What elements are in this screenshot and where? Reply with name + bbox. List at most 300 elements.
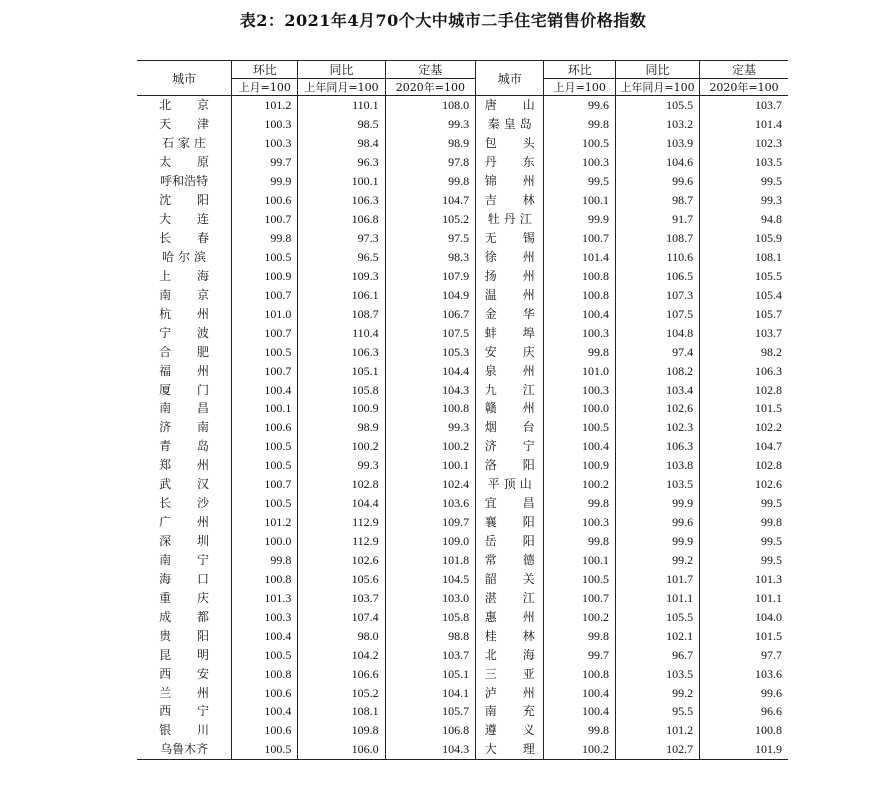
city-label: 天 津 bbox=[159, 117, 210, 132]
yoy-value-right: 106.3 bbox=[615, 437, 699, 456]
fixed-value-right: 102.8 bbox=[700, 380, 788, 399]
yoy-value-left: 96.5 bbox=[298, 248, 385, 267]
yoy-value-left: 106.8 bbox=[298, 210, 385, 229]
city-name-right bbox=[476, 418, 544, 437]
city-name-right bbox=[476, 702, 544, 721]
city-label: 金 华 bbox=[484, 306, 535, 321]
fixed-value-right: 102.3 bbox=[700, 134, 788, 153]
fixed-value-right: 105.7 bbox=[700, 304, 788, 323]
mom-value-left: 100.5 bbox=[232, 740, 298, 759]
city-name-right bbox=[476, 569, 544, 588]
yoy-base-left: 上年同月=100 bbox=[298, 79, 385, 96]
city-header-left: 城市 bbox=[137, 61, 232, 96]
city-name-left bbox=[137, 172, 232, 191]
yoy-value-right: 91.7 bbox=[615, 210, 699, 229]
mom-value-left: 100.3 bbox=[232, 134, 298, 153]
table-row bbox=[137, 475, 788, 494]
table-row bbox=[137, 740, 788, 759]
city-label: 乌鲁木齐 bbox=[160, 742, 209, 757]
city-name-right bbox=[476, 494, 544, 513]
fixed-value-left: 100.1 bbox=[385, 456, 475, 475]
fixed-value-left: 106.7 bbox=[385, 304, 475, 323]
city-label: 广 州 bbox=[159, 515, 210, 530]
table-row bbox=[137, 683, 788, 702]
fixed-value-right: 105.4 bbox=[700, 285, 788, 304]
city-label: 扬 州 bbox=[484, 268, 535, 283]
mom-value-right: 99.8 bbox=[544, 115, 616, 134]
table-row bbox=[137, 229, 788, 248]
yoy-value-left: 99.3 bbox=[298, 456, 385, 475]
table-row bbox=[137, 285, 788, 304]
yoy-value-left: 109.8 bbox=[298, 721, 385, 740]
yoy-value-right: 108.7 bbox=[615, 229, 699, 248]
fixed-value-right: 103.6 bbox=[700, 664, 788, 683]
mom-value-left: 100.3 bbox=[232, 607, 298, 626]
fixed-value-left: 104.3 bbox=[385, 380, 475, 399]
fixed-value-right: 102.2 bbox=[700, 418, 788, 437]
table-row bbox=[137, 248, 788, 267]
mom-value-left: 100.7 bbox=[232, 361, 298, 380]
table-row bbox=[137, 323, 788, 342]
city-label: 长 春 bbox=[159, 231, 210, 246]
mom-value-right: 99.8 bbox=[544, 342, 616, 361]
yoy-value-left: 108.7 bbox=[298, 304, 385, 323]
mom-value-left: 100.5 bbox=[232, 645, 298, 664]
fixed-value-left: 99.8 bbox=[385, 172, 475, 191]
mom-value-left: 100.3 bbox=[232, 115, 298, 134]
fixed-value-right: 103.7 bbox=[700, 323, 788, 342]
city-name-right bbox=[476, 361, 544, 380]
mom-value-left: 100.5 bbox=[232, 494, 298, 513]
city-name-right bbox=[476, 115, 544, 134]
city-name-left bbox=[137, 134, 232, 153]
city-name-left bbox=[137, 721, 232, 740]
fixed-value-left: 101.8 bbox=[385, 551, 475, 570]
mom-value-right: 99.5 bbox=[544, 172, 616, 191]
fixed-value-right: 103.5 bbox=[700, 153, 788, 172]
city-name-left bbox=[137, 607, 232, 626]
yoy-value-left: 108.1 bbox=[298, 702, 385, 721]
yoy-value-left: 105.1 bbox=[298, 361, 385, 380]
yoy-value-right: 104.8 bbox=[615, 323, 699, 342]
yoy-value-right: 103.5 bbox=[615, 664, 699, 683]
fixed-value-left: 100.8 bbox=[385, 399, 475, 418]
mom-value-right: 99.8 bbox=[544, 626, 616, 645]
city-label: 北 京 bbox=[159, 98, 210, 113]
fixed-header-left: 定基 bbox=[385, 61, 475, 79]
city-name-right bbox=[476, 304, 544, 323]
yoy-value-left: 110.1 bbox=[298, 96, 385, 115]
mom-value-left: 99.9 bbox=[232, 172, 298, 191]
yoy-value-left: 98.9 bbox=[298, 418, 385, 437]
fixed-value-left: 98.9 bbox=[385, 134, 475, 153]
yoy-value-right: 105.5 bbox=[615, 607, 699, 626]
mom-value-left: 101.3 bbox=[232, 588, 298, 607]
city-name-right bbox=[476, 475, 544, 494]
city-label: 唐 山 bbox=[484, 98, 535, 113]
yoy-value-right: 102.1 bbox=[615, 626, 699, 645]
fixed-value-left: 105.8 bbox=[385, 607, 475, 626]
city-label: 襄 阳 bbox=[484, 515, 535, 530]
yoy-value-right: 96.7 bbox=[615, 645, 699, 664]
city-name-left bbox=[137, 96, 232, 115]
yoy-value-left: 112.9 bbox=[298, 532, 385, 551]
mom-value-left: 99.8 bbox=[232, 551, 298, 570]
yoy-value-left: 100.2 bbox=[298, 437, 385, 456]
yoy-value-right: 101.1 bbox=[615, 588, 699, 607]
city-label: 银 川 bbox=[159, 723, 210, 738]
table-row bbox=[137, 361, 788, 380]
yoy-value-right: 103.8 bbox=[615, 456, 699, 475]
fixed-value-right: 99.8 bbox=[700, 513, 788, 532]
yoy-value-left: 112.9 bbox=[298, 513, 385, 532]
yoy-value-right: 110.6 bbox=[615, 248, 699, 267]
fixed-value-left: 99.3 bbox=[385, 115, 475, 134]
mom-value-right: 99.8 bbox=[544, 494, 616, 513]
city-name-right bbox=[476, 380, 544, 399]
city-name-left bbox=[137, 626, 232, 645]
city-name-left bbox=[137, 588, 232, 607]
city-name-right bbox=[476, 172, 544, 191]
yoy-value-right: 98.7 bbox=[615, 191, 699, 210]
mom-value-left: 100.6 bbox=[232, 721, 298, 740]
city-label: 深 圳 bbox=[159, 534, 210, 549]
city-label: 徐 州 bbox=[484, 249, 535, 264]
city-label: 牡丹江 bbox=[487, 212, 532, 227]
city-label: 呼和浩特 bbox=[160, 174, 209, 189]
mom-value-left: 99.8 bbox=[232, 229, 298, 248]
city-name-right bbox=[476, 96, 544, 115]
mom-value-left: 99.7 bbox=[232, 153, 298, 172]
table-row bbox=[137, 380, 788, 399]
table-row bbox=[137, 96, 788, 115]
mom-value-left: 100.5 bbox=[232, 342, 298, 361]
city-name-right bbox=[476, 645, 544, 664]
fixed-value-right: 96.6 bbox=[700, 702, 788, 721]
fixed-value-left: 106.8 bbox=[385, 721, 475, 740]
yoy-value-left: 98.0 bbox=[298, 626, 385, 645]
mom-value-right: 100.7 bbox=[544, 588, 616, 607]
city-label: 南 充 bbox=[484, 704, 535, 719]
yoy-value-right: 102.3 bbox=[615, 418, 699, 437]
mom-value-right: 100.4 bbox=[544, 702, 616, 721]
mom-value-left: 100.6 bbox=[232, 191, 298, 210]
city-label: 南 宁 bbox=[159, 552, 210, 567]
table-row bbox=[137, 532, 788, 551]
city-name-right bbox=[476, 683, 544, 702]
mom-value-right: 100.1 bbox=[544, 551, 616, 570]
mom-value-right: 100.5 bbox=[544, 569, 616, 588]
table-row bbox=[137, 721, 788, 740]
table-row bbox=[137, 134, 788, 153]
city-label: 桂 林 bbox=[484, 628, 535, 643]
city-name-left bbox=[137, 513, 232, 532]
fixed-value-right: 97.7 bbox=[700, 645, 788, 664]
yoy-value-right: 106.5 bbox=[615, 266, 699, 285]
city-label: 沈 阳 bbox=[159, 193, 210, 208]
table-body bbox=[137, 96, 788, 760]
city-label: 青 岛 bbox=[159, 439, 210, 454]
city-name-left bbox=[137, 248, 232, 267]
table-title: 表2：2021年4月70个大中城市二手住宅销售价格指数 bbox=[239, 11, 647, 30]
fixed-value-right: 105.9 bbox=[700, 229, 788, 248]
fixed-value-left: 103.7 bbox=[385, 645, 475, 664]
yoy-value-left: 106.3 bbox=[298, 191, 385, 210]
mom-value-right: 100.2 bbox=[544, 475, 616, 494]
fixed-value-left: 98.3 bbox=[385, 248, 475, 267]
mom-value-right: 100.8 bbox=[544, 664, 616, 683]
city-label: 福 州 bbox=[159, 363, 210, 378]
city-label: 郑 州 bbox=[159, 458, 210, 473]
table-row bbox=[137, 191, 788, 210]
city-label: 上 海 bbox=[159, 268, 210, 283]
table-row bbox=[137, 342, 788, 361]
table-row bbox=[137, 551, 788, 570]
yoy-value-right: 108.2 bbox=[615, 361, 699, 380]
table-row bbox=[137, 115, 788, 134]
city-name-left bbox=[137, 210, 232, 229]
yoy-value-right: 104.6 bbox=[615, 153, 699, 172]
mom-header-left: 环比 bbox=[232, 61, 298, 79]
city-name-left bbox=[137, 532, 232, 551]
city-name-left bbox=[137, 418, 232, 437]
city-label: 哈尔滨 bbox=[162, 249, 207, 264]
city-label: 温 州 bbox=[484, 287, 535, 302]
city-label: 平顶山 bbox=[487, 477, 532, 492]
city-label: 韶 关 bbox=[484, 571, 535, 586]
city-label: 杭 州 bbox=[159, 306, 210, 321]
mom-value-left: 101.0 bbox=[232, 304, 298, 323]
city-name-right bbox=[476, 532, 544, 551]
city-name-left bbox=[137, 683, 232, 702]
fixed-value-right: 99.5 bbox=[700, 532, 788, 551]
mom-value-right: 101.4 bbox=[544, 248, 616, 267]
city-name-left bbox=[137, 361, 232, 380]
city-name-right bbox=[476, 248, 544, 267]
fixed-value-right: 98.2 bbox=[700, 342, 788, 361]
city-label: 宜 昌 bbox=[484, 496, 535, 511]
yoy-value-right: 103.2 bbox=[615, 115, 699, 134]
yoy-header-right: 同比 bbox=[615, 61, 699, 79]
city-label: 海 口 bbox=[159, 571, 210, 586]
yoy-value-right: 103.4 bbox=[615, 380, 699, 399]
mom-value-right: 100.9 bbox=[544, 456, 616, 475]
city-name-left bbox=[137, 456, 232, 475]
city-name-left bbox=[137, 475, 232, 494]
city-name-right bbox=[476, 437, 544, 456]
mom-header-right: 环比 bbox=[544, 61, 616, 79]
fixed-value-left: 105.2 bbox=[385, 210, 475, 229]
fixed-value-right: 101.1 bbox=[700, 588, 788, 607]
fixed-value-left: 100.2 bbox=[385, 437, 475, 456]
city-label: 遵 义 bbox=[484, 723, 535, 738]
yoy-value-left: 100.1 bbox=[298, 172, 385, 191]
fixed-value-right: 94.8 bbox=[700, 210, 788, 229]
city-name-left bbox=[137, 664, 232, 683]
mom-value-right: 100.7 bbox=[544, 229, 616, 248]
yoy-value-left: 97.3 bbox=[298, 229, 385, 248]
yoy-value-left: 105.8 bbox=[298, 380, 385, 399]
yoy-value-right: 102.6 bbox=[615, 399, 699, 418]
yoy-value-left: 98.5 bbox=[298, 115, 385, 134]
fixed-value-right: 105.5 bbox=[700, 266, 788, 285]
mom-value-left: 100.7 bbox=[232, 475, 298, 494]
fixed-value-left: 109.7 bbox=[385, 513, 475, 532]
table-row bbox=[137, 645, 788, 664]
mom-value-right: 100.4 bbox=[544, 437, 616, 456]
fixed-base-right: 2020年=100 bbox=[700, 79, 788, 96]
city-name-right bbox=[476, 607, 544, 626]
fixed-value-left: 97.8 bbox=[385, 153, 475, 172]
table-row bbox=[137, 304, 788, 323]
yoy-value-right: 101.2 bbox=[615, 721, 699, 740]
mom-value-right: 100.0 bbox=[544, 399, 616, 418]
city-name-right bbox=[476, 191, 544, 210]
fixed-value-right: 99.3 bbox=[700, 191, 788, 210]
table-row bbox=[137, 437, 788, 456]
city-label: 泉 州 bbox=[484, 363, 535, 378]
city-name-right bbox=[476, 626, 544, 645]
table-row bbox=[137, 172, 788, 191]
city-name-right bbox=[476, 664, 544, 683]
mom-value-left: 100.0 bbox=[232, 532, 298, 551]
mom-value-right: 100.5 bbox=[544, 418, 616, 437]
mom-value-left: 100.5 bbox=[232, 456, 298, 475]
fixed-value-left: 103.6 bbox=[385, 494, 475, 513]
fixed-value-right: 102.8 bbox=[700, 456, 788, 475]
city-label: 常 德 bbox=[484, 552, 535, 567]
yoy-header-left: 同比 bbox=[298, 61, 385, 79]
yoy-value-left: 103.7 bbox=[298, 588, 385, 607]
city-label: 岳 阳 bbox=[484, 534, 535, 549]
city-name-right bbox=[476, 342, 544, 361]
fixed-value-right: 102.6 bbox=[700, 475, 788, 494]
city-label: 西 宁 bbox=[159, 704, 210, 719]
mom-value-right: 100.8 bbox=[544, 266, 616, 285]
fixed-value-left: 104.9 bbox=[385, 285, 475, 304]
table-row bbox=[137, 418, 788, 437]
city-label: 贵 阳 bbox=[159, 628, 210, 643]
city-label: 丹 东 bbox=[484, 155, 535, 170]
city-label: 吉 林 bbox=[484, 193, 535, 208]
yoy-value-right: 99.6 bbox=[615, 513, 699, 532]
city-name-left bbox=[137, 266, 232, 285]
yoy-value-left: 110.4 bbox=[298, 323, 385, 342]
city-label: 厦 门 bbox=[159, 382, 210, 397]
yoy-value-left: 105.6 bbox=[298, 569, 385, 588]
city-label: 西 安 bbox=[159, 666, 210, 681]
city-name-right bbox=[476, 210, 544, 229]
fixed-value-left: 104.3 bbox=[385, 740, 475, 759]
mom-value-right: 100.8 bbox=[544, 285, 616, 304]
city-name-right bbox=[476, 399, 544, 418]
city-header-right: 城市 bbox=[476, 61, 544, 96]
city-name-left bbox=[137, 115, 232, 134]
city-name-left bbox=[137, 229, 232, 248]
fixed-value-left: 105.7 bbox=[385, 702, 475, 721]
city-name-right bbox=[476, 153, 544, 172]
fixed-value-left: 104.5 bbox=[385, 569, 475, 588]
price-index-table bbox=[137, 60, 788, 760]
yoy-value-left: 107.4 bbox=[298, 607, 385, 626]
table-row bbox=[137, 210, 788, 229]
table-row bbox=[137, 626, 788, 645]
mom-value-left: 100.4 bbox=[232, 380, 298, 399]
yoy-value-right: 95.5 bbox=[615, 702, 699, 721]
yoy-value-left: 105.2 bbox=[298, 683, 385, 702]
fixed-header-right: 定基 bbox=[700, 61, 788, 79]
yoy-value-left: 106.3 bbox=[298, 342, 385, 361]
mom-value-left: 100.7 bbox=[232, 210, 298, 229]
fixed-value-left: 103.0 bbox=[385, 588, 475, 607]
fixed-value-right: 99.5 bbox=[700, 551, 788, 570]
fixed-value-left: 107.5 bbox=[385, 323, 475, 342]
fixed-value-left: 107.9 bbox=[385, 266, 475, 285]
city-name-left bbox=[137, 494, 232, 513]
table-row bbox=[137, 588, 788, 607]
fixed-value-right: 108.1 bbox=[700, 248, 788, 267]
table-row bbox=[137, 153, 788, 172]
city-label: 九 江 bbox=[484, 382, 535, 397]
mom-value-left: 100.7 bbox=[232, 285, 298, 304]
city-label: 大 理 bbox=[484, 742, 535, 757]
mom-value-right: 100.3 bbox=[544, 380, 616, 399]
fixed-value-right: 103.7 bbox=[700, 96, 788, 115]
mom-value-left: 100.5 bbox=[232, 437, 298, 456]
mom-value-left: 100.4 bbox=[232, 626, 298, 645]
city-name-right bbox=[476, 134, 544, 153]
city-label: 安 庆 bbox=[484, 344, 535, 359]
yoy-value-right: 97.4 bbox=[615, 342, 699, 361]
mom-value-left: 100.8 bbox=[232, 664, 298, 683]
fixed-value-left: 102.4 bbox=[385, 475, 475, 494]
mom-value-right: 100.3 bbox=[544, 513, 616, 532]
city-name-right bbox=[476, 721, 544, 740]
mom-base-right: 上月=100 bbox=[544, 79, 616, 96]
city-name-right bbox=[476, 513, 544, 532]
city-name-left bbox=[137, 645, 232, 664]
city-label: 长 沙 bbox=[159, 496, 210, 511]
city-name-left bbox=[137, 702, 232, 721]
mom-value-left: 100.9 bbox=[232, 266, 298, 285]
city-label: 锦 州 bbox=[484, 174, 535, 189]
city-label: 秦皇岛 bbox=[487, 117, 532, 132]
city-label: 惠 州 bbox=[484, 609, 535, 624]
city-label: 成 都 bbox=[159, 609, 210, 624]
fixed-value-left: 109.0 bbox=[385, 532, 475, 551]
mom-value-right: 99.6 bbox=[544, 96, 616, 115]
yoy-value-right: 107.3 bbox=[615, 285, 699, 304]
city-name-right bbox=[476, 266, 544, 285]
fixed-value-right: 99.6 bbox=[700, 683, 788, 702]
table-row bbox=[137, 607, 788, 626]
mom-value-right: 99.8 bbox=[544, 721, 616, 740]
yoy-value-left: 106.1 bbox=[298, 285, 385, 304]
mom-value-left: 100.5 bbox=[232, 248, 298, 267]
mom-base-left: 上月=100 bbox=[232, 79, 298, 96]
table-row bbox=[137, 664, 788, 683]
yoy-value-left: 106.6 bbox=[298, 664, 385, 683]
yoy-value-right: 99.9 bbox=[615, 532, 699, 551]
yoy-base-right: 上年同月=100 bbox=[615, 79, 699, 96]
fixed-value-left: 105.3 bbox=[385, 342, 475, 361]
city-label: 重 庆 bbox=[159, 590, 210, 605]
yoy-value-right: 99.2 bbox=[615, 683, 699, 702]
city-label: 包 头 bbox=[484, 136, 535, 151]
city-label: 无 锡 bbox=[484, 231, 535, 246]
city-name-left bbox=[137, 551, 232, 570]
yoy-value-right: 102.7 bbox=[615, 740, 699, 759]
